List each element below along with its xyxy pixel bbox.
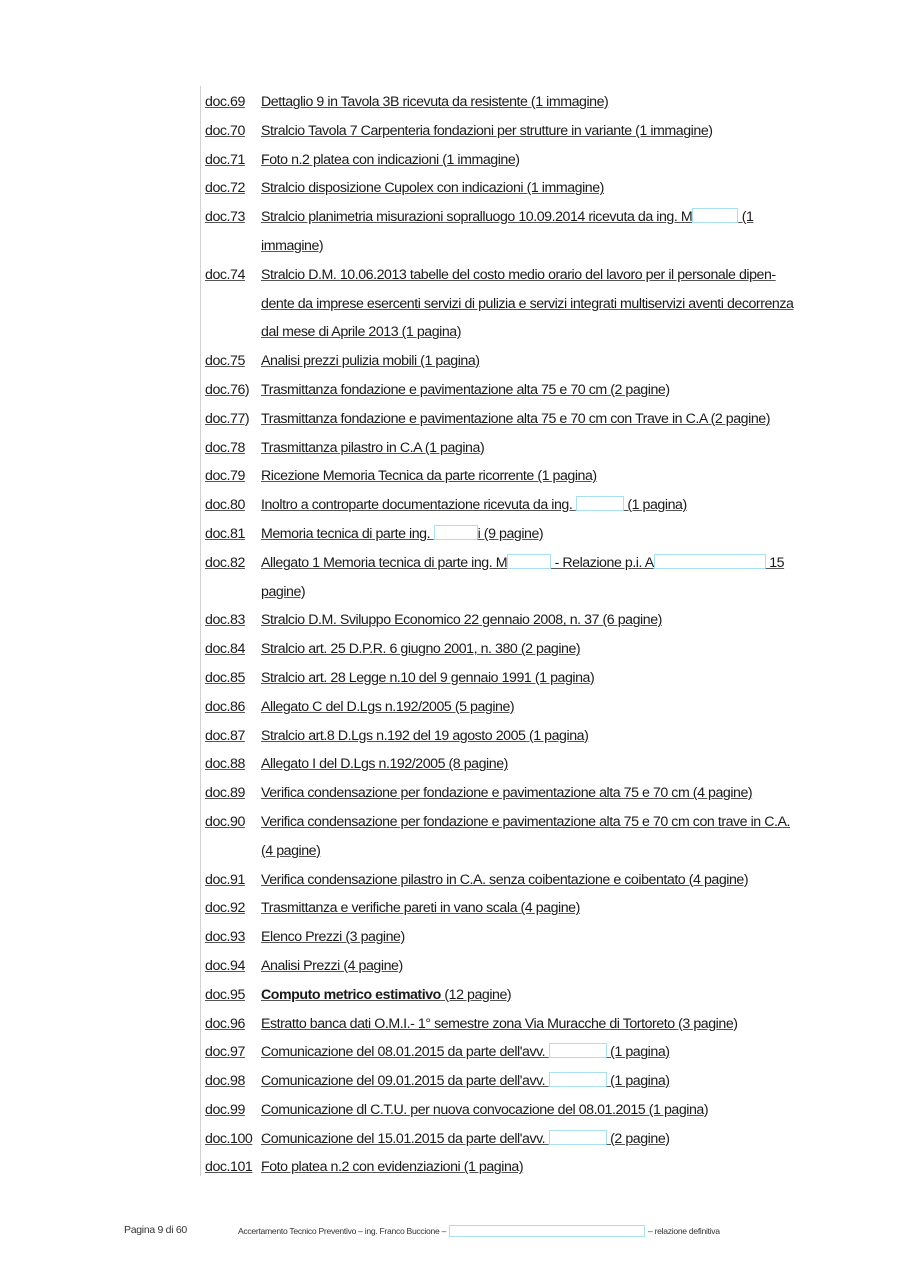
doc-description: Allegato C del D.Lgs n.192/2005 (5 pagine) <box>261 698 515 715</box>
list-item <box>205 866 805 895</box>
doc-code: doc.93 <box>205 929 245 946</box>
doc-code: doc.82 <box>205 554 245 571</box>
doc-description <box>261 549 805 607</box>
doc-code: doc.87 <box>205 727 245 744</box>
doc-description-end: i (9 pagine) <box>477 525 544 542</box>
doc-code: doc.97 <box>205 1044 245 1061</box>
doc-code: doc.95 <box>205 986 245 1003</box>
doc-code: doc.71 <box>205 151 245 168</box>
doc-description: Analisi Prezzi (4 pagine) <box>261 957 403 974</box>
doc-code: doc.73 <box>205 209 245 226</box>
doc-description-start: Inoltro a controparte documentazione ricevuta da ing. <box>261 497 576 514</box>
doc-description: Estratto banca dati O.M.I.- 1° semestre zona Via Muracche di Tortoreto (3 pagine) <box>261 1015 738 1032</box>
doc-description: Stralcio D.M. 10.06.2013 tabelle del costo medio orario del lavoro per il personale dipen-dente da imprese esercenti servizi di pulizia e servizi integrati multiservizi aventi decorrenza dal mese di Aprile 2013 (1 pagina) <box>261 266 794 341</box>
doc-description: Verifica condensazione per fondazione e pavimentazione alta 75 e 70 cm con trave in C.A. (4 pagine) <box>261 813 791 859</box>
doc-description <box>261 520 805 549</box>
doc-description-end: (12 pagine) <box>440 986 512 1003</box>
list-item <box>205 894 805 923</box>
list-item <box>205 203 805 261</box>
doc-description: Trasmittanza fondazione e pavimentazione alta 75 e 70 cm con Trave in C.A (2 pagine) <box>261 410 770 427</box>
list-item <box>205 952 805 981</box>
list-item <box>205 1038 805 1067</box>
doc-description: Trasmittanza e verifiche pareti in vano scala (4 pagine) <box>261 900 580 917</box>
list-item <box>205 808 805 866</box>
list-item <box>205 261 805 347</box>
doc-description-end: 15 pagine) <box>261 554 785 600</box>
doc-code: doc.91 <box>205 871 245 888</box>
list-item <box>205 635 805 664</box>
doc-description: Comunicazione dl C.T.U. per nuova convocazione del 08.01.2015 (1 pagina) <box>261 1101 709 1118</box>
doc-description: Stralcio Tavola 7 Carpenteria fondazioni per strutture in variante (1 immagine) <box>261 122 713 139</box>
doc-description: Verifica condensazione pilastro in C.A. senza coibentazione e coibentato (4 pagine) <box>261 871 749 888</box>
doc-description: Verifica condensazione per fondazione e pavimentazione alta 75 e 70 cm (4 pagine) <box>261 785 753 802</box>
list-item <box>205 462 805 491</box>
doc-code: doc.78 <box>205 439 245 456</box>
left-margin-rule <box>200 86 201 1176</box>
redaction-box <box>549 1130 607 1145</box>
list-item <box>205 117 805 146</box>
doc-code: doc.84 <box>205 641 245 658</box>
doc-description <box>261 1067 805 1096</box>
doc-description: Ricezione Memoria Tecnica da parte ricorrente (1 pagina) <box>261 468 597 485</box>
redaction-box <box>654 554 766 569</box>
redaction-box <box>549 1072 607 1087</box>
doc-code: doc.70 <box>205 122 245 139</box>
doc-description-end: (1 immagine) <box>261 209 754 254</box>
doc-description: Foto n.2 platea con indicazioni (1 immagine) <box>261 151 520 168</box>
doc-description-start: Comunicazione del 15.01.2015 da parte dell'avv. <box>261 1130 549 1147</box>
list-item <box>205 923 805 952</box>
footer-description-end: – relazione definitiva <box>648 1226 720 1236</box>
list-item <box>205 491 805 520</box>
doc-description <box>261 203 805 261</box>
list-item <box>205 520 805 549</box>
doc-description: Trasmittanza pilastro in C.A (1 pagina) <box>261 439 485 456</box>
doc-description <box>261 491 805 520</box>
doc-code: doc.75 <box>205 353 245 370</box>
list-item <box>205 174 805 203</box>
doc-code: doc.86 <box>205 698 245 715</box>
doc-description-start: Allegato 1 Memoria tecnica di parte ing. M <box>261 554 508 571</box>
footer-description-start: Accertamento Tecnico Preventivo – ing. Franco Buccione – <box>238 1226 447 1236</box>
doc-code: doc.81 <box>205 525 245 542</box>
doc-description-end: (1 pagina) <box>606 1073 670 1090</box>
doc-description: Trasmittanza fondazione e pavimentazione alta 75 e 70 cm (2 pagine) <box>261 381 670 398</box>
doc-code: doc.98 <box>205 1073 245 1090</box>
doc-code: doc.72 <box>205 180 245 197</box>
list-item <box>205 347 805 376</box>
page-number: Pagina 9 di 60 <box>124 1224 187 1236</box>
list-item <box>205 146 805 175</box>
doc-description: Dettaglio 9 in Tavola 3B ricevuta da resistente (1 immagine) <box>261 94 609 110</box>
doc-description <box>261 981 805 1010</box>
doc-description-start: Comunicazione del 09.01.2015 da parte dell'avv. <box>261 1073 549 1090</box>
doc-description-end: (1 pagina) <box>606 1044 670 1061</box>
doc-description <box>261 1125 805 1154</box>
doc-description: Foto platea n.2 con evidenziazioni (1 pagina) <box>261 1159 524 1176</box>
doc-code: doc.80 <box>205 497 245 514</box>
list-item <box>205 376 805 405</box>
doc-description <box>261 1038 805 1067</box>
document-list <box>205 88 805 1182</box>
list-item <box>205 1153 805 1182</box>
redaction-box <box>507 554 551 569</box>
list-item <box>205 606 805 635</box>
doc-description: Stralcio art.8 D.Lgs n.192 del 19 agosto 2005 (1 pagina) <box>261 727 589 744</box>
list-item <box>205 779 805 808</box>
redaction-box <box>449 1225 645 1237</box>
doc-description-end: (2 pagine) <box>606 1130 670 1147</box>
list-item <box>205 664 805 693</box>
doc-description-start: Stralcio planimetria misurazioni sopralluogo 10.09.2014 ricevuta da ing. M <box>261 209 693 226</box>
doc-code: doc.101 <box>205 1159 253 1176</box>
list-item <box>205 88 805 117</box>
redaction-box <box>434 525 478 540</box>
doc-description: Stralcio art. 25 D.P.R. 6 giugno 2001, n. 380 (2 pagine) <box>261 641 581 658</box>
list-item <box>205 1067 805 1096</box>
doc-description: Elenco Prezzi (3 pagine) <box>261 929 405 946</box>
list-item <box>205 1096 805 1125</box>
doc-description-middle: - Relazione p.i. A <box>551 554 654 571</box>
doc-code: doc.89 <box>205 785 245 802</box>
list-item <box>205 1010 805 1039</box>
doc-code: doc.96 <box>205 1015 245 1032</box>
doc-code: doc.74 <box>205 266 245 283</box>
doc-code: doc.90 <box>205 813 245 830</box>
list-item <box>205 722 805 751</box>
list-item <box>205 405 805 434</box>
list-item <box>205 434 805 463</box>
redaction-box <box>549 1043 607 1058</box>
doc-description: Allegato I del D.Lgs n.192/2005 (8 pagine) <box>261 756 508 773</box>
doc-code: doc.69 <box>205 94 245 110</box>
doc-code: doc.79 <box>205 468 245 485</box>
doc-description-bold: Computo metrico estimativo <box>261 986 441 1003</box>
list-item <box>205 693 805 722</box>
doc-code: doc.88 <box>205 756 245 773</box>
doc-description: Analisi prezzi pulizia mobili (1 pagina) <box>261 353 480 370</box>
doc-code: doc.83 <box>205 612 245 629</box>
doc-code: doc.76) <box>205 381 250 398</box>
footer-description <box>238 1225 720 1237</box>
list-item <box>205 549 805 607</box>
doc-code: doc.94 <box>205 957 245 974</box>
doc-description-start: Comunicazione del 08.01.2015 da parte dell'avv. <box>261 1044 549 1061</box>
doc-code: doc.77) <box>205 410 250 427</box>
list-item <box>205 1125 805 1154</box>
doc-code: doc.99 <box>205 1101 245 1118</box>
doc-code: doc.85 <box>205 669 245 686</box>
doc-description-start: Memoria tecnica di parte ing. <box>261 525 434 542</box>
doc-code: doc.92 <box>205 900 245 917</box>
doc-description: Stralcio D.M. Sviluppo Economico 22 gennaio 2008, n. 37 (6 pagine) <box>261 612 662 629</box>
doc-description: Stralcio art. 28 Legge n.10 del 9 gennaio 1991 (1 pagina) <box>261 669 595 686</box>
doc-description: Stralcio disposizione Cupolex con indicazioni (1 immagine) <box>261 180 604 197</box>
doc-description-end: (1 pagina) <box>623 497 687 514</box>
list-item <box>205 981 805 1010</box>
list-item <box>205 750 805 779</box>
doc-code: doc.100 <box>205 1130 253 1147</box>
redaction-box <box>576 496 624 511</box>
redaction-box <box>692 208 738 223</box>
